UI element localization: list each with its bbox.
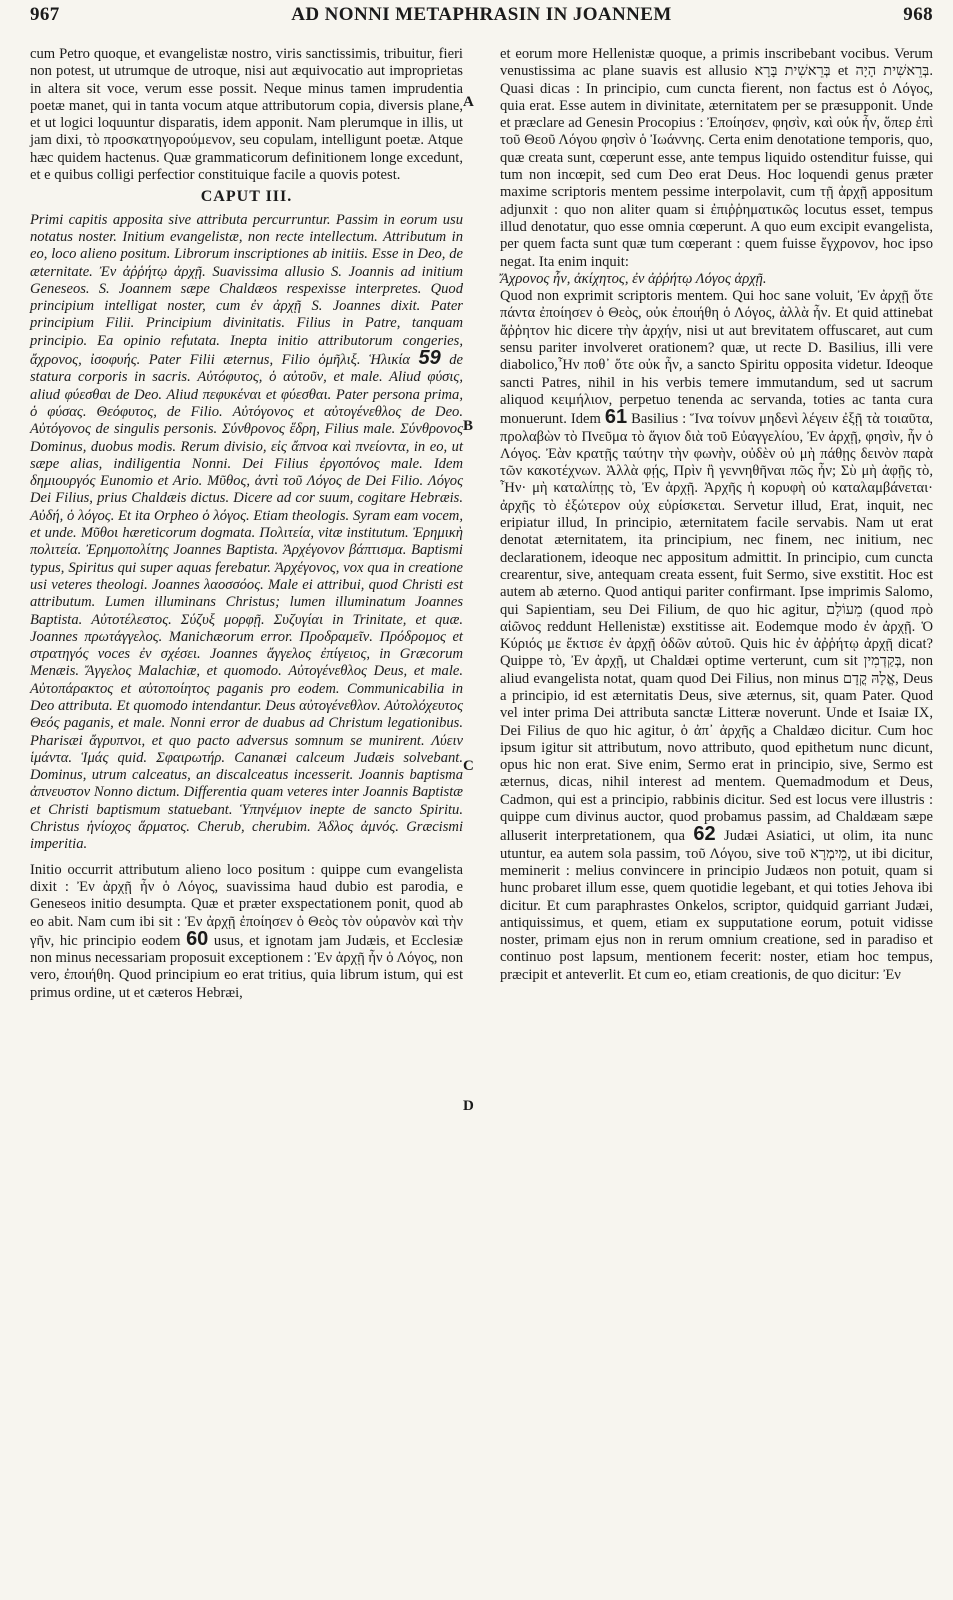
left-paragraph-2 [30,862,463,1002]
quoted-verse: Ἄχρονος ἦν, ἀκίχητος, ἐν ἀῤῥήτῳ Λόγος ἀρχῇ. [500,270,767,287]
right-paragraph-2b: Basilius : Ἵνα τοίνυν μηδενὶ λέγειν ἐξῇ τὰ τοιαῦτα, προλαβὼν τὸ Πνεῦμα τὸ ἅγιον διὰ τοῦ Εὐαγγελίου, Ἐν ἀρχῇ, φησὶν, ἦν ὁ Λόγος. Ἐὰν κρατῇς ταύτην τὴν φωνὴν, οὐδὲν οὐ μὴ πάθῃς δεινὸν παρὰ τῶν κακοτέχνων. Ἀλλὰ φῄς, Πρὶν ἢ γεννηθῆναι πῶς ἦν; Σὺ μὴ ἀφῇς τὸ, Ἦν· μὴ καταλίπῃς τὸ, Ἐν ἀρχῇ. Ἀρχῆς ἡ κορυφὴ οὐ καταλαμβάνεται· ἀρχῆς τὸ ἐξώτερον οὐχ εὑρίσκεται. Servetur illud, Erat, inquit, nec eripiatur illud, In principio, æternitatem facile servabis. Nam ut erat denotat æternitatem, ita principium, nec finem, nec initium, nec declarationem, ideoque nec appositum admittit. In principio, cum cuncta crearentur, sive, antequam creata essent, fuit Sermo, sive exstitit. Hoc est autem ab æterno. Quod antiqui pariter confirmant. Ipse imprimis Salomo, qui Sapientiam, seu Dei Filium, de quo hic agitur, מֵעוֹלָם (quod πρὸ αἰῶνος reddunt Hellenistæ) exstitisse ait. Eodemque modo ἐν ἀρχῇ. Ὁ Κύριός με ἔκτισε ἐν ἀρχῇ ὁδῶν αὐτοῦ. Quis hic ἐν ἀῤῥήτῳ ἀρχῇ dicat? Quippe τὸ, Ἐν ἀρχῇ, ut Chaldæi optime verterunt, cum sit בְּקַדְמִין, non aliud evangelista notat, quam quod Dei Filius, non minus אֱלָהּ קֳדָם, Deus a principio, id est æternitatis Deus, sive æternus, sit, quam Pater. Quod vel inter prima Dei attributa sanctæ Litteræ noverunt. Unde et Isaiæ IX, Dei Filius de quo hic agitur, ὁ ἀπ᾽ ἀρχῆς a Chaldæo dicitur. Cum hoc ipsum igitur sit attributum, novo attributo, quod epithetum nunc dicunt, opus hic non erat. Sive enim, Sermo erat in principio, sive, Sermo est æternus, dicas, nihil interest ad mentem. Quemadmodum et Deus, Cadmon, qui est a principio, rabbinis dicitur. Sed est locus vere illustris : quippe cum divinus auctor, quod probamus passim, ad Chaldæam sæpe alluserit interpretationem, qua [500,411,933,845]
two-column-body [30,46,933,1002]
margin-marker-c: C [463,758,474,774]
right-paragraph-3: Judæi Asiatici, ut olim, ita nunc utuntur, ea autem sola passim, τοῦ Λόγου, sive τοῦ מֵימְרָא, ut ibi dicitur, meminerit : melius convincere in principio Judæos non potuit, quam si hunc probaret illum esse, quem quotidie legebant, et qui toties Jehova ibi dicitur. Et cum paraphrastes Onkelos, scriptor, quidquid garriant Judæi, antiquissimus, et quem, etiam ex supputatione eorum, potuit vidisse noster, primam ejus non in rerum omnium creatione, sed in paradiso et continuo post lapsum, mentionem fecerit: noster, etiam hoc tempus, præcipit et anteverlit. Et cum eo, etiam creationis, de quo dicitur: Ἐν [500,828,934,983]
running-title: AD NONNI METAPHRASIN IN JOANNEM [291,4,672,25]
left-page-number: 967 [30,4,60,25]
margin-marker-a: A [463,94,474,110]
chapter-summary [30,212,463,854]
chapter-heading: CAPUT III. [200,188,293,206]
right-paragraph-2a: Quod non exprimit scriptoris mentem. Qui hoc sane voluit, Ἐν ἀρχῇ ὅτε πάντα ἐποίησεν ὁ Θεὸς, οὐκ ἐποιήθη ὁ Λόγος, ἀλλὰ ἦν. Et quid attinebat ἄῤῥητον hic dicere τὴν ἀρχήν, nisi ut aut brevitatem offuscaret, aut cum sensu pariter involveret orationem? quæ, ut recte D. Basilius, illi vere diabolico,Ἦν ποθ᾽ ὅτε οὐκ ἦν, a sancto Spiritu opposita videtur. Ideoque sancti Patres, nihil in his verbis temere immutandum, sed ut sacrum aliquod κειμήλιον, perpetuo tenenda ac servanda, toties ac tanta cura monuerunt. Idem [500,288,933,428]
margin-marker-b: B [463,418,474,434]
margin-marker-d: D [463,1098,474,1114]
left-paragraph-1: cum Petro quoque, et evangelistæ nostro, viris sanctissimis, tribuitur, fieri non potest, ut utrumque de utroque, nisi aut æquivocatio aut improprietas in altera sit voce, verum esse possit. Neque minus tamen imprudentia poetæ manet, qui in tanta vocum atque attributorum copia, diversis plane, et ut logici loquuntur disparatis, idem apponit. Nam plerumque in illis, ut jam dixi, τὸ προσκατηγορούμενον, seu copulam, intelligunt poetæ. Atque hæc quidem hactenus. Quæ grammaticorum definitionem longe excedunt, et e quibus colligi perfectior constituique facile a quovis potest. [30,46,463,184]
left-paragraph-2b: usus, et ignotam jam Judæis, et Ecclesiæ non minus necessariam proposuit exceptionem : Ἐν ἀρχῇ ἦν ὁ Λόγος, non vero, ἐποιήθη. Quod principium eo erat tritius, quia librum istum, qui est primus ordine, ut et cæteros Hebræi, [30,932,463,1001]
column-number-60: 60 [186,927,209,950]
left-paragraph-2a: Initio occurrit attributum alieno loco positum : quippe cum evangelista dixit : Ἐν ἀρχῇ ἦν ὁ Λόγος, suavissima haud dubio est parodia, e Geneseos initio desumpta. Quæ et præter exspectationem ponit, quod ab eo abit. Nam cum ibi sit : Ἐν ἀρχῇ ἐποίησεν ὁ Θεὸς τὸν οὐρανὸν καὶ τὴν γῆν, hic principio eodem [30,861,463,949]
column-number-59: 59 [418,347,441,370]
summary-part-1: Primi capitis apposita sive attributa percurruntur. Passim in eorum usu notatus noster. Initium evangelistæ, non recte intellectum. Attributum in eo, loco alieno positum. Librorum inscriptiones ab initiis. Esse in Deo, de æternitate. Ἐν ἀῤῥήτῳ ἀρχῇ. Suavissima allusio S. Joannis ad initium Geneseos. S. Joannem sæpe Chaldæos respexisse interpretes. Quod principium intelligat noster, cum ἐν ἀρχῇ S. Joannes dixit. Pater principium Filii. Principium divinitatis. Filius in Patre, tanquam principio. Ea opinio refutata. Inepta initio attributorum congeries, ἄχρονος, ἰσοφυής. Pater Filii æternus, Filio ὁμῆλιξ. Ἡλικία [30,211,463,369]
right-paragraph-2 [500,288,933,984]
right-paragraph-1: et eorum more Hellenistæ quoque, a primis inscribebant vocibus. Verum venustissima ac plane suavis est allusio בְּרֵאשִׁית בָּרָא et בְּרֵאשִׁית הָיָה. Quasi dicas : In principio, cum cuncta fierent, non factus est ὁ Λόγος, quia erat. Esse autem in divinitate, æternitatem per se præsupponit. Unde et præclare ad Genesin Procopius : Ἐποίησεν, φησὶν, καὶ οὐκ ἦν, ὅπερ ἐπὶ τοῦ Θεοῦ Λόγου φησὶν ὁ Ἰωάννης. Certa enim denotatione temporis, quo, quæ creata sunt, cœperunt esse, ante tempus liquido ostenditur fuisse, qui tum non incœpit, sed cum Deo erat Deus. Hoc loquendi genus præter maxime scriptoris mentem pessime interpolavit, cum τῇ ἀρχῇ appositum adjunxit : quo non aliter quam si ἐπιῤῥηματικῶς locutus esset, tempus illud denotatur, quo esse omnia cœperunt. A quo eum excipit evangelista, per quem facta sunt quæ tum cœperant : quem fuisse ἔγχρονον, hoc ipso negat. Ita enim inquit: [500,46,933,270]
page-header [30,4,933,44]
column-number-62: 62 [693,823,716,846]
left-column [30,46,463,1002]
right-column [500,46,933,1002]
column-number-61: 61 [604,406,628,429]
right-page-number: 968 [903,4,933,25]
summary-part-2: de statura corporis in sacris. Αὐτόφυτος, ὁ αὐτοῦν, et male. Aliud φύσις, aliud φύεσθαι de Deo. Aliud πεφυκέναι et φύεσθαι. Pater persona prima, ὁ φύσας. Θεόφυτος, de Filio. Αὐτόγονος et αὐτογένεθλος de Deo. Αὐτόγονος de singulis personis. Σύνθρονος ἕδρη, Filius male. Σύνθρονος Dominus, duobus modis. Rerum divisio, εἰς ἄπνοα καὶ πνείοντα, in eo, ut sæpe alias, indiligentia Nonni. Dei Filius ἐργοπόνος male. Idem δημιουργός Eunomio et Ario. Μῦθος, ἀντὶ τοῦ Λόγος de Dei Filio. Λόγος Dei Filius, prius Chaldæis dictus. Dicere ad cor suum, cogitare Hebræis. Αὐδή, ὁ λόγος. Et ita Orpheo ὁ λόγος. Etiam theologis. Syram eam vocem, et unde. Μῦθοι hæreticorum dogmata. Πολιτεία, vitæ institutum. Ἐρημικὴ πολιτεία. Ἐρημοπολίτης Joannes Baptista. Ἀρχέγονον βάπτισμα. Baptismi typus, Spiritus qui super aquas ferebatur. Ἀρχέγονος, vox qua in creatione usi veteres theologi. Joannes λαοσσόος. Male ei attribui, quod Christi est attributum. Lumen illuminans Christus; lumen illuminatum Joannes Baptista. Αὐτοτέλεστος. Σύζυξ μορφῇ. Συζυγίαι in Trinitate, et quæ. Joannes πρωτάγγελος. Manichæorum error. Προδραμεῖν. Πρόδρομος et στρατηγός voces ἐν σχέσει. Joannes ἄγγελος ἐπίγειος, in Græcorum Menæis. Ἄγγελος Malachiæ, et quomodo. Αὐτογένεθλος Deus, et male. Αὐτοπάρακτος et αὐτοποίητος paganis pro eodem. Communicabilia in Deo attributa. Et quomodo intendantur. Deus αὐτογένεθλον. Αὐτολόχευτος Θεός paganis, et male. Nonni error de duabus ad Christum legationibus. Pharisæi ἄγρυπνοι, et quo pacto adversus somnum se munirent. Λύειν ἱμάντα. Ἱμάς quid. Σφαιρωτήρ. Cananæi calceum Judæis solvebant. Dominus, utrum calceatus, an discalceatus incesserit. Joannis baptisma ἀπνευστον Nonno dictum. Differentia quam veteres inter Joannis Baptistæ et Christi baptismum statuebant. Ὑπηνέμιον inepte de sancto Spiritu. Christus ἡνίοχος ἅρματος. Cherub, cherubim. Ἀδλος ἀμνός. Græcismi imperitia. [30,352,464,853]
